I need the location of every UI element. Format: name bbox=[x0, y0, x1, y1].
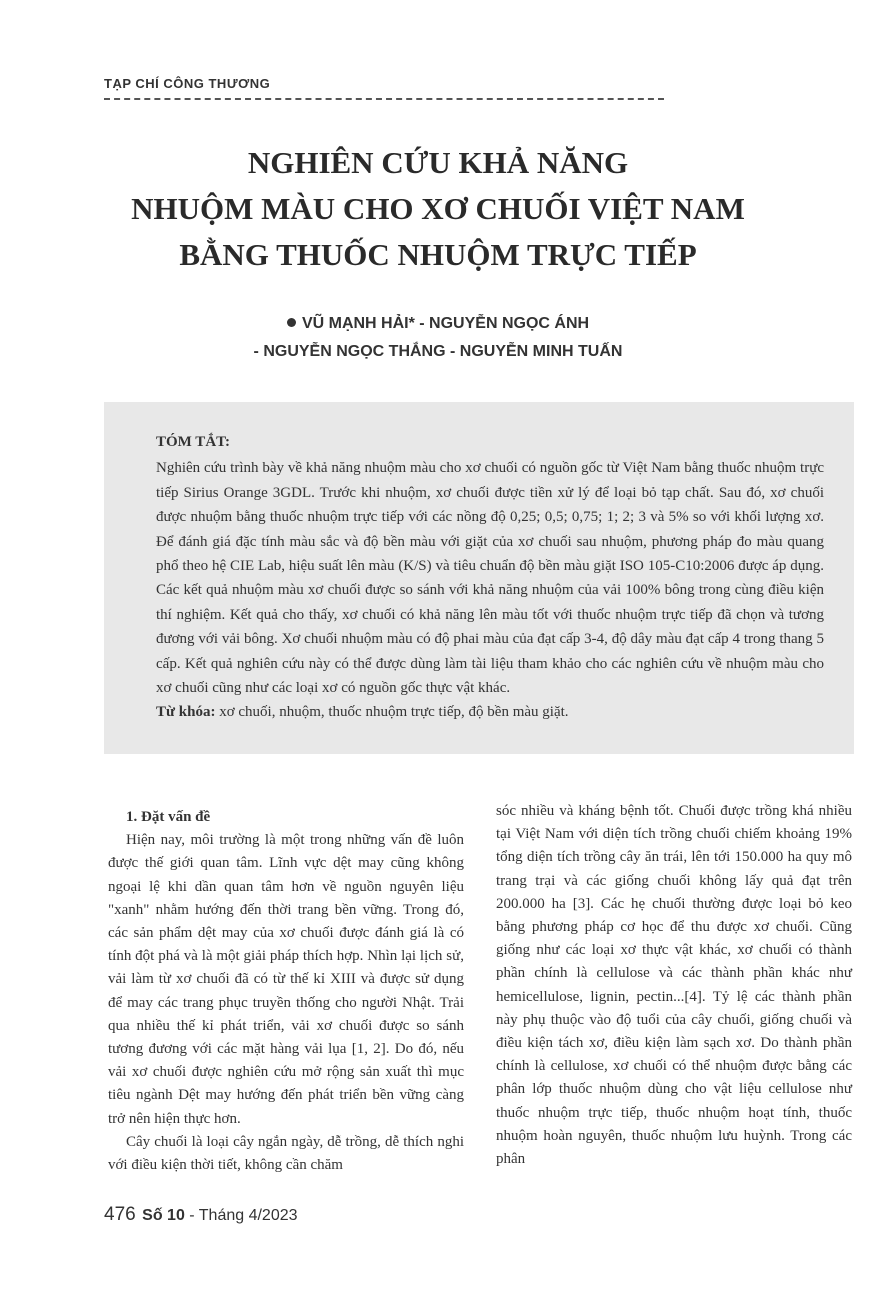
body-column-right bbox=[496, 800, 852, 1171]
paragraph: Cây chuối là loại cây ngắn ngày, dễ trồng, dễ thích nghi với điều kiện thời tiết, không cần chăm bbox=[108, 1133, 464, 1174]
paragraph: sóc nhiều và kháng bệnh tốt. Chuối được trồng khá nhiều tại Việt Nam với diện tích trồng chuối chiếm khoảng 19% tổng diện tích trồng cây ăn trái, lên tới 150.000 ha quy mô trang trại và các giống chuối không lấy quả đạt trên 200.000 ha [3]. Các hẹ chuối thường được loại bỏ keo bằng phương pháp cơ học để thu được xơ chuối. Cũng giống như các loại xơ thực vật khác, xơ chuối có thành phần chính là cellulose và các thành phần khác như hemicellulose, lignin, pectin...[4]. Tỷ lệ các thành phần này phụ thuộc vào độ tuổi của cây chuối, giống chuối và điều kiện tách xơ, điều kiện làm sạch xơ. Do thành phần chính là cellulose, xơ chuối có thể nhuộm được bằng các phân lớp thuốc nhuộm dùng cho vật liệu cellulose như thuốc nhuộm trực tiếp, thuốc nhuộm hoạt tính, thuốc nhuộm hoàn nguyên, thuốc nhuộm lưu huỳnh. Trong các phân bbox=[496, 803, 852, 1168]
keywords bbox=[156, 700, 824, 724]
journal-name: TẠP CHÍ CÔNG THƯƠNG bbox=[104, 76, 271, 91]
abstract-text: Nghiên cứu trình bày về khả năng nhuộm màu cho xơ chuối có nguồn gốc từ Việt Nam bằng thuốc nhuộm trực tiếp Sirius Orange 3GDL. Trước khi nhuộm, xơ chuối được tiền xử lý để loại bỏ tạp chất. Sau đó, xơ chuối được nhuộm bằng thuốc nhuộm trực tiếp với các nồng độ 0,25; 0,5; 0,75; 1; 2; 3 và 5% so với khối lượng xơ. Để đánh giá đặc tính màu sắc và độ bền màu với giặt của xơ chuối sau nhuộm, phương pháp đo màu quang phổ theo hệ CIE Lab, hiệu suất lên màu (K/S) và tiêu chuẩn độ bền màu giặt ISO 105-C10:2006 được áp dụng. Các kết quả nhuộm màu xơ chuối được so sánh với khả năng nhuộm của vải 100% bông trong cùng điều kiện thí nghiệm. Kết quả cho thấy, xơ chuối có khả năng lên màu tốt với thuốc nhuộm trực tiếp đã chọn và tương đương với vải bông. Xơ chuối nhuộm màu có độ phai màu của đạt cấp 3-4, độ dây màu đạt cấp 4 trong thang 5 cấp. Kết quả nghiên cứu này có thể được dùng làm tài liệu tham khảo cho các nghiên cứu về nhuộm màu cho xơ chuối cũng như các loại xơ có nguồn gốc thực vật khác. bbox=[156, 460, 824, 697]
abstract-heading: TÓM TẮT: bbox=[156, 434, 231, 450]
abstract-box bbox=[104, 402, 854, 754]
body-column-left bbox=[108, 806, 464, 1177]
page-footer bbox=[104, 1204, 298, 1226]
header-divider bbox=[104, 98, 664, 100]
article-title bbox=[80, 140, 796, 278]
authors bbox=[100, 310, 776, 366]
section-heading: 1. Đặt vấn đề bbox=[126, 809, 211, 825]
title-line-3: BẰNG THUỐC NHUỘM TRỰC TIẾP bbox=[179, 237, 697, 272]
issue-number: Số 10 bbox=[142, 1207, 185, 1224]
authors-line-1: VŨ MẠNH HẢI* - NGUYỄN NGỌC ÁNH bbox=[301, 315, 590, 332]
title-line-1: NGHIÊN CỨU KHẢ NĂNG bbox=[247, 145, 629, 180]
issue-date: - Tháng 4/2023 bbox=[184, 1207, 298, 1224]
keywords-label: Từ khóa: bbox=[156, 704, 216, 721]
bullet-icon bbox=[287, 318, 296, 327]
page-number: 476 bbox=[104, 1204, 136, 1225]
authors-line-2: - NGUYỄN NGỌC THẮNG - NGUYỄN MINH TUẤN bbox=[253, 343, 623, 360]
paragraph: Hiện nay, môi trường là một trong những vấn đề luôn được thế giới quan tâm. Lĩnh vực dệt may cũng không ngoại lệ khi dần quan tâm hơn về nguồn nguyên liệu "xanh" nhằm hướng đến thời trang bền vững. Trong đó, các sản phẩm dệt may của xơ chuối được đánh giá là có tính đột phá và là một giải pháp thích hợp. Nhìn lại lịch sử, vải làm từ xơ chuối đã có từ thế kỉ XIII và được sử dụng để may các trang phục truyền thống cho người Nhật. Trải qua nhiều thế kỉ phát triển, vải xơ chuối được so sánh tương đương với các mặt hàng vải lụa [1, 2]. Do đó, nếu vải xơ chuối được nghiên cứu mở rộng sản xuất thì mục tiêu ngành Dệt may hướng đến phát triển bền vững càng trở nên hiện thực hơn. bbox=[108, 832, 464, 1127]
title-line-2: NHUỘM MÀU CHO XƠ CHUỐI VIỆT NAM bbox=[131, 191, 745, 226]
keywords-text: xơ chuối, nhuộm, thuốc nhuộm trực tiếp, độ bền màu giặt. bbox=[215, 704, 569, 721]
